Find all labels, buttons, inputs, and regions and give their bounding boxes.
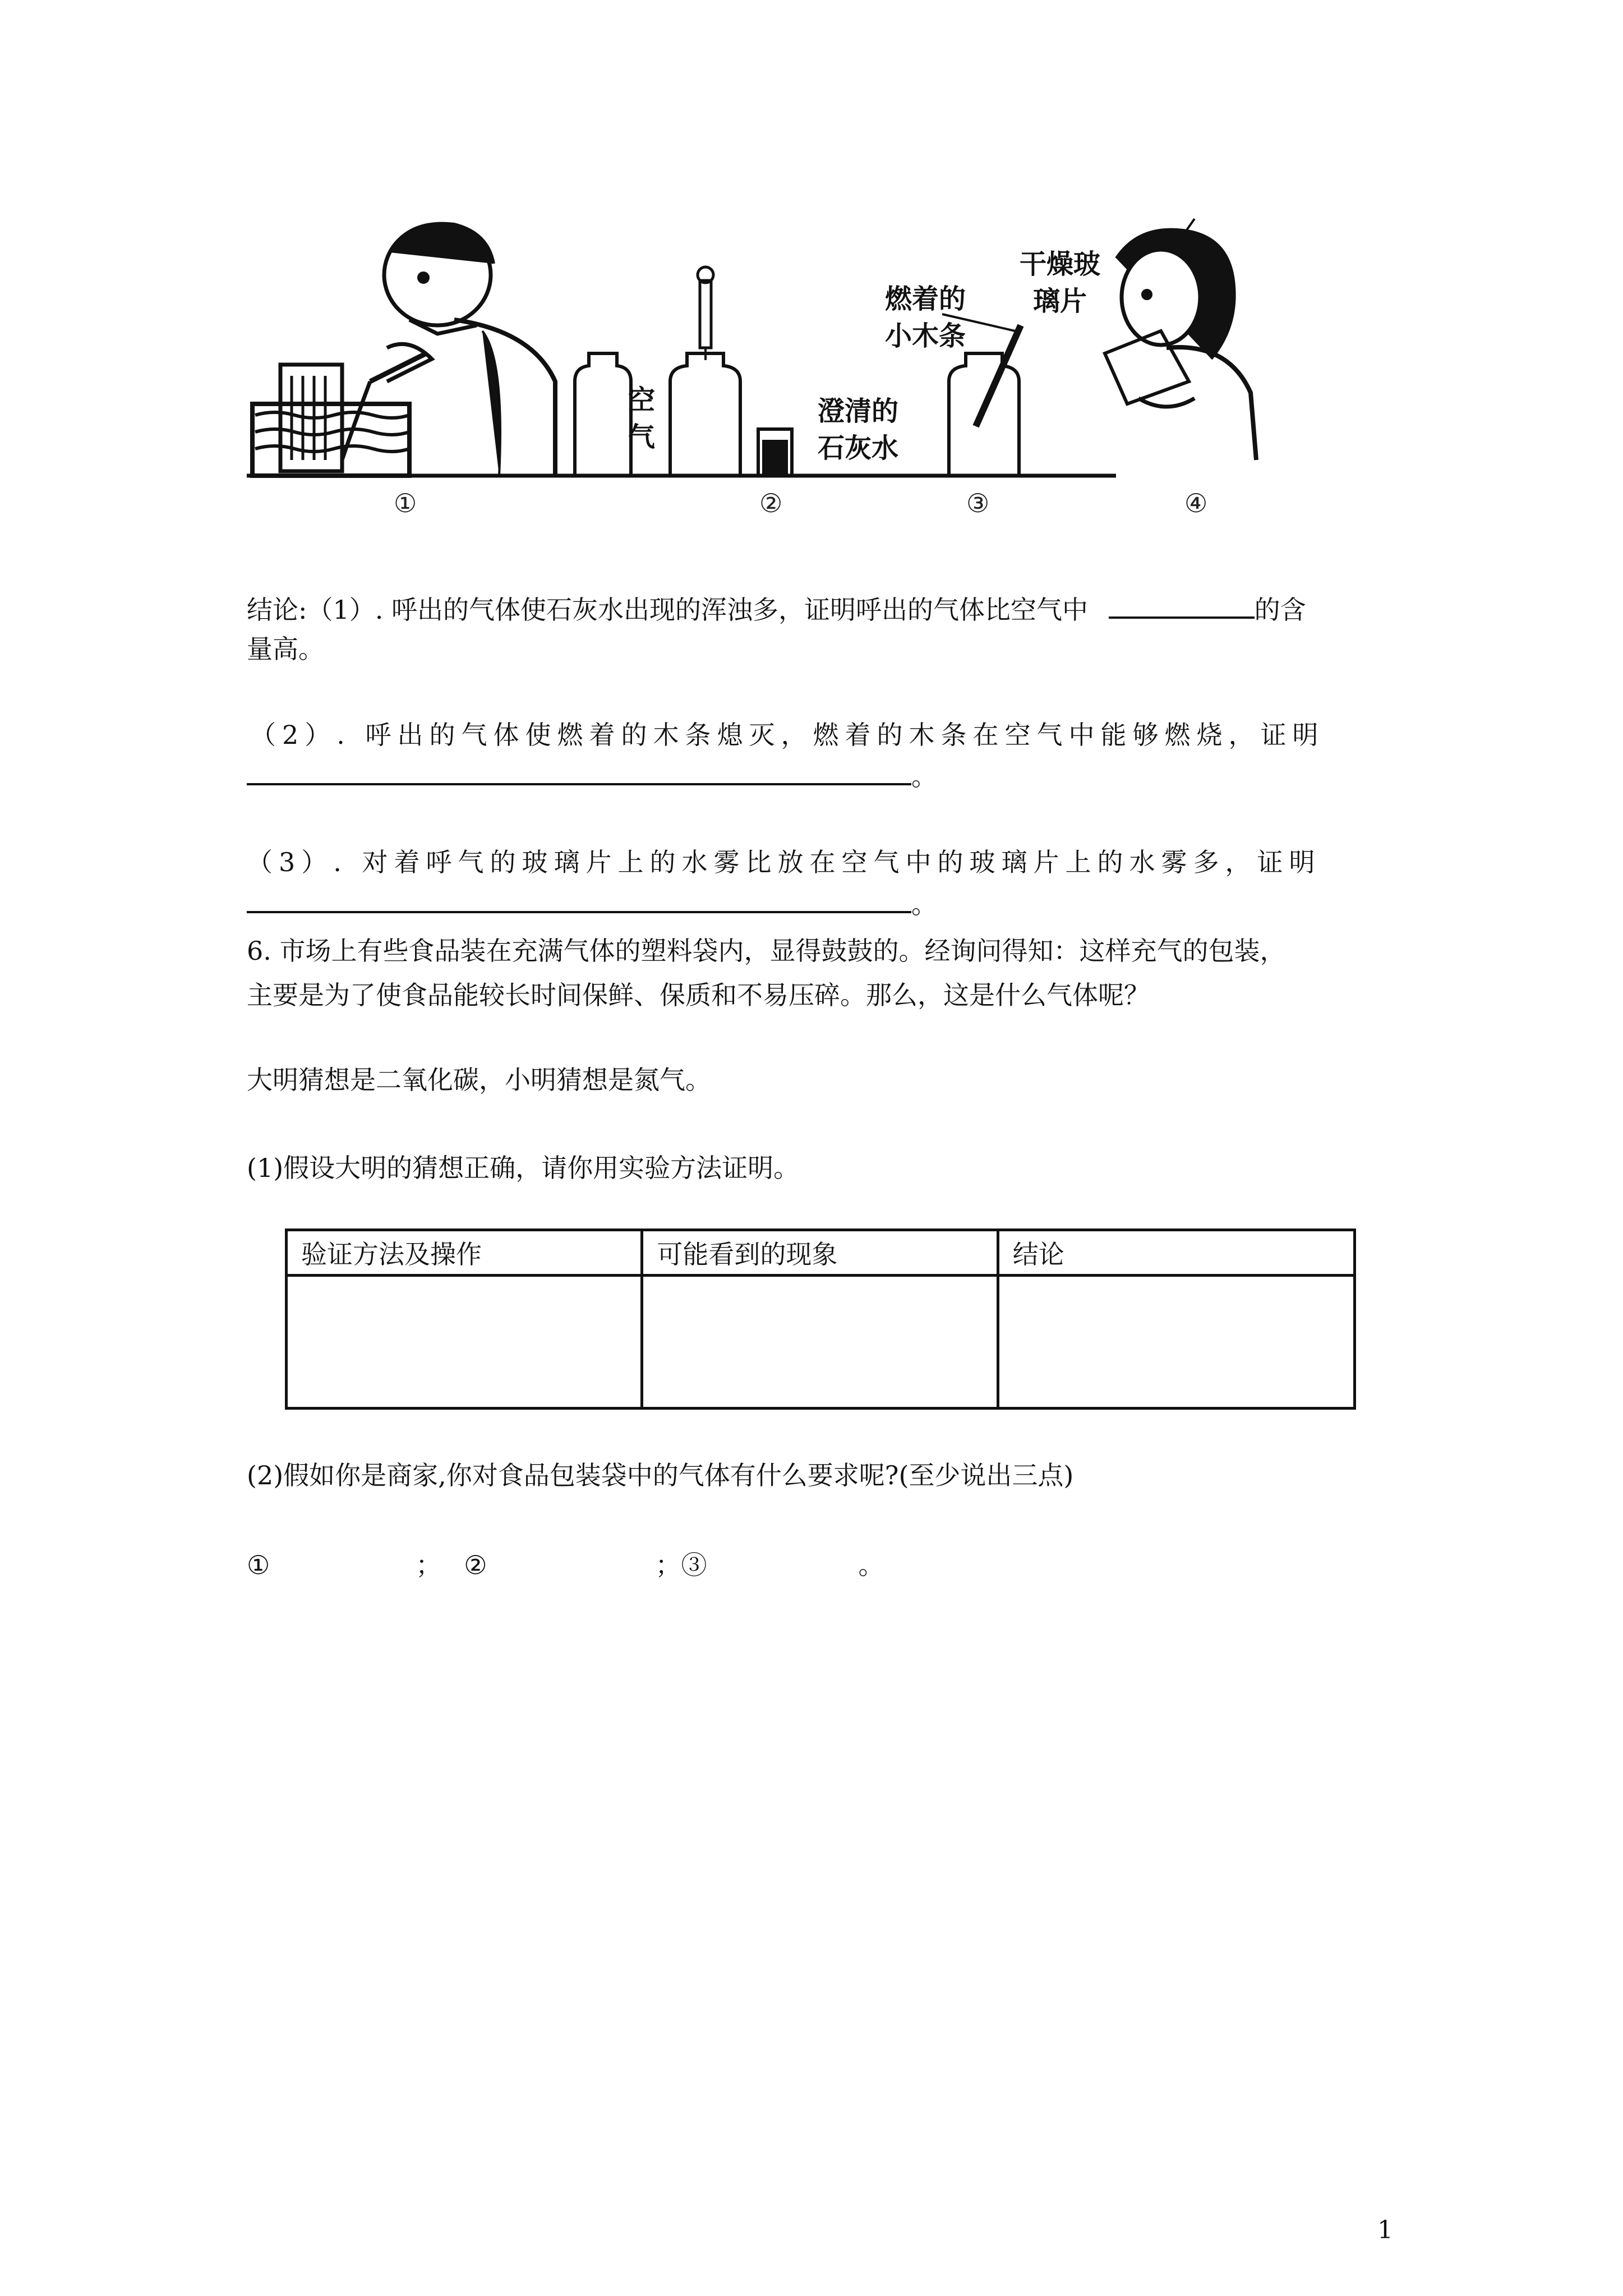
question-6-part1: (1)假设大明的猜想正确，请你用实验方法证明。 — [247, 1153, 800, 1183]
answer-marker-3: ③ — [681, 1550, 707, 1580]
answer-separator-1: ； — [416, 1550, 442, 1580]
conclusion-1-line2: 量高。 — [247, 634, 324, 664]
question-6-line1: 6. 市场上有些食品装在充满气体的塑料袋内，显得鼓鼓的。经询问得知：这样充气的包装， — [247, 936, 1286, 966]
conclusion-3-text: （3）. 对着呼气的玻璃片上的水雾比放在空气中的玻璃片上的水雾多，证明 — [247, 847, 1321, 877]
figure-number-3: ③ — [966, 488, 990, 518]
figure-number-4: ④ — [1184, 488, 1208, 518]
conclusion-1-tail: 的含 — [1254, 595, 1306, 625]
girl-glass-figure — [1105, 219, 1256, 460]
conclusion-3-period: 。 — [911, 889, 937, 919]
air-bottle-figure — [575, 353, 631, 476]
boy-blowing-figure — [252, 224, 555, 476]
experiment-illustration — [241, 213, 1307, 527]
conclusion-1-blank[interactable] — [1109, 591, 1255, 619]
table-header-conclusion: 结论 — [998, 1230, 1354, 1276]
table-cell-conclusion[interactable] — [998, 1276, 1354, 1409]
question-6-line2: 主要是为了使食品能较长时间保鲜、保质和不易压碎。那么，这是什么气体呢？ — [247, 980, 1150, 1010]
limewater-caption: 澄清的 石灰水 — [817, 395, 898, 464]
table-cell-method[interactable] — [287, 1276, 642, 1409]
answer-end: 。 — [858, 1550, 884, 1580]
conclusion-3-blank[interactable] — [247, 885, 911, 913]
page-number: 1 — [1377, 2216, 1393, 2244]
conclusion-3-answer-line — [247, 885, 1391, 921]
answer-marker-2: ② — [464, 1550, 487, 1580]
question-6-guess: 大明猜想是二氧化碳，小明猜想是氮气。 — [247, 1065, 711, 1095]
conclusion-2-period: 。 — [911, 761, 937, 792]
answer-row — [247, 1548, 884, 1582]
table-cell-phenomenon[interactable] — [642, 1276, 998, 1409]
air-caption: 空 气 — [628, 384, 655, 453]
conclusion-1-line1 — [247, 591, 1391, 627]
conclusion-1-text: 结论:（1）. 呼出的气体使石灰水出现的浑浊多，证明呼出的气体比空气中 — [247, 595, 1089, 625]
table-header-phenomenon: 可能看到的现象 — [642, 1230, 998, 1276]
figure-number-2: ② — [759, 488, 783, 518]
table-header-method: 验证方法及操作 — [287, 1230, 642, 1276]
conclusion-2-answer-line — [247, 757, 1391, 793]
conclusion-2-blank[interactable] — [247, 757, 911, 785]
question-6-part2: (2)假如你是商家,你对食品包装袋中的气体有什么要求呢?(至少说出三点) — [247, 1460, 1074, 1490]
splint-caption: 燃着的 小木条 — [884, 283, 966, 352]
limewater-test-figure — [670, 267, 792, 476]
glass-caption: 干燥玻 璃片 — [1019, 249, 1100, 317]
figure-number-1: ① — [394, 488, 417, 518]
answer-marker-1: ① — [247, 1550, 270, 1580]
experiment-table — [285, 1228, 1356, 1410]
conclusion-2-text: （2）. 呼出的气体使燃着的木条熄灭，燃着的木条在空气中能够燃烧，证明 — [250, 720, 1325, 750]
answer-separator-2: ； — [655, 1550, 681, 1580]
